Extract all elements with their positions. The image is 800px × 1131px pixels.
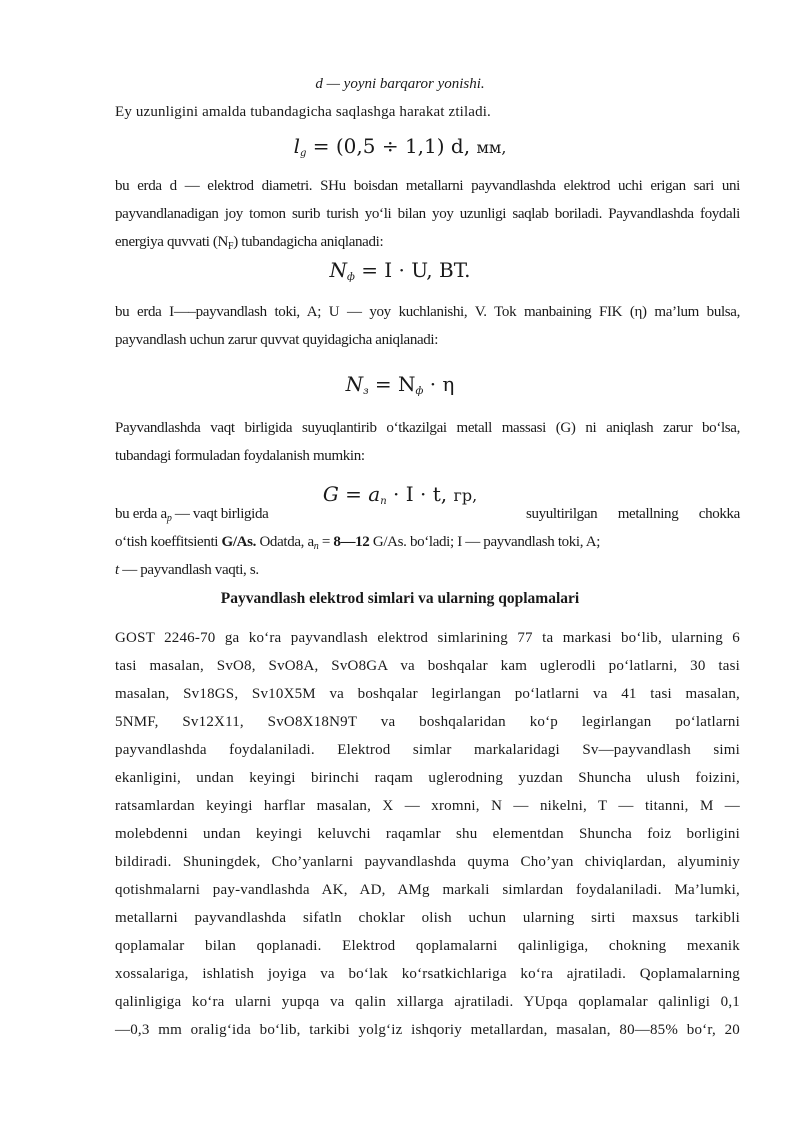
body-line-11: metallarni payvandlashda sifatln choklar olish uchun ularning sirti maxsus tarkibli (115, 910, 740, 926)
formula-symbol: N (329, 258, 347, 282)
paragraph-2-line-2: payvandlanadigan joy tomon surib turish yo‘li bilan yoy uzunligi saqlab boriladi. Payvandlashda foydali (115, 206, 740, 222)
paragraph-5-line-2 (115, 534, 600, 552)
formula-unit: гр, (453, 486, 478, 505)
p5-left-sub: p (166, 513, 172, 524)
p5-l3-symbol: t (115, 562, 119, 578)
formula-unit: мм, (476, 138, 507, 157)
paragraph-5-line-3 (115, 562, 259, 579)
paragraph-5-right: suyultirilgan metallning chokka (526, 506, 740, 522)
formula-arc-length (0, 134, 800, 159)
body-line-13: xossalariga, ishlatish joyiga va bo‘lak ko‘rsatkichlariga ko‘ra ajratiladi. Qoplamalarning (115, 966, 740, 982)
formula-tail: · η (429, 372, 455, 396)
body-line-6: ekanligini, undan keyingi birinchi raqam uglerodning yuzdan Shuncha ulush foizini, (115, 770, 740, 786)
body-line-10: qotishmalarni pay-vandlashda AK, AD, AMg markali simlardan foydalaniladi. Ma’lumki, (115, 882, 740, 898)
top-caption (0, 76, 800, 93)
p5-l2-d: = (318, 534, 334, 550)
formula-subscript-2: ф (415, 386, 424, 397)
body-line-2: tasi masalan, SvO8, SvO8A, SvO8GA va boshqalar kam uglerodli po‘latlarni, 30 tasi (115, 658, 740, 674)
formula-expression: · I · t, (393, 482, 448, 506)
paragraph-4-line-2: tubandagi formuladan foydalanish mumkin: (115, 448, 365, 464)
body-line-1: GOST 2246-70 ga ko‘ra payvandlash elektrod simlarining 77 ta markasi bo‘lib, ularning 6 (115, 630, 740, 646)
paragraph-4-line-1: Payvandlashda vaqt birligida suyuqlantirib o‘tkazilgai metall massasi (G) ni aniqlash zarur bo‘lsa, (115, 420, 740, 436)
paragraph-1: Ey uzunligini amalda tubandagicha saqlashga harakat ztiladi. (115, 104, 491, 120)
section-heading: Payvandlash elektrod simlari va ularning qoplamalari (220, 590, 580, 607)
p2-l3-tail: ) tubandagicha aniqlanadi: (233, 234, 384, 250)
formula-expression: = (0,5 ÷ 1,1) d, (312, 134, 471, 158)
formula-power (0, 258, 800, 283)
body-line-8: molebdenni undan keyingi keluvchi raqamlar shu elementdan Shuncha foiz borligini (115, 826, 740, 842)
formula-symbol: l (293, 134, 300, 158)
body-line-15: —0,3 mm oralig‘ida bo‘lib, tarkibi yolg‘iz ishqoriy metallardan, masalan, 80—85% bo‘r, 20 (115, 1022, 740, 1038)
body-line-3: masalan, Sv18GS, Sv10X5M va boshqalar legirlangan po‘latlarni va 41 tasi masalan, (115, 686, 740, 702)
formula-symbol: G = a (322, 482, 381, 506)
p5-l2-a: o‘tish koeffitsienti (115, 534, 222, 550)
paragraph-2-line-1: bu erda d — elektrod diametri. SHu boisdan metallarni payvandlashda elektrod uchi erigan sari uni (115, 178, 740, 194)
body-line-4: 5NMF, Sv12X11, SvO8X18N9T va boshqalaridan ko‘p legirlangan po‘latlarni (115, 714, 740, 730)
p5-l2-unit-bold: G/As. (221, 534, 257, 550)
formula-subscript: ф (347, 272, 355, 283)
paragraph-5-left (115, 506, 268, 524)
p5-l3-text: — payvandlash vaqti, s. (118, 562, 259, 578)
p5-left-text: bu erda a (115, 506, 167, 522)
paragraph-3-line-2: payvandlash uchun zarur quvvat quyidagicha aniqlanadi: (115, 332, 439, 348)
p5-left-tail: — vaqt birligida (171, 506, 269, 522)
p2-l3-sub: F (228, 241, 234, 252)
formula-expression: = N (374, 372, 416, 396)
formula-subscript: g (299, 148, 307, 159)
formula-required-power (0, 372, 800, 397)
p5-l2-f: G/As. bo‘ladi; I — payvandlash toki, A; (369, 534, 601, 550)
body-line-5: payvandlashda foydalaniladi. Elektrod simlar markalaridagi Sv—payvandlash simi (115, 742, 740, 758)
body-line-7: ratsamlardan keyingi harflar masalan, X — xromni, N — nikelni, T — titanni, M — (115, 798, 740, 814)
body-line-12: qoplamalar bilan qoplanadi. Elektrod qoplamalarni qalinligiga, chokning mexanik (115, 938, 740, 954)
p5-l2-range-bold: 8—12 (333, 534, 370, 550)
body-line-14: qalinligiga ko‘ra ularni yupqa va qalin xillarga ajratiladi. YUpqa qoplamalar qalinligi 0,1 (115, 994, 740, 1010)
formula-subscript: з (363, 386, 369, 397)
formula-subscript: п (380, 496, 387, 507)
paragraph-2-line-3 (115, 234, 383, 252)
paragraph-3-line-1: bu erda I—–payvandlash toki, A; U — yoy kuchlanishi, V. Tok manbaining FIK (η) ma’lum bulsa, (115, 304, 740, 320)
p5-l2-sub: n (313, 541, 319, 552)
caption-text: d — yoyni barqaror yonishi. (315, 76, 485, 92)
formula-symbol: N (345, 372, 364, 396)
p2-l3-text: energiya quvvati (N (115, 234, 229, 250)
p5-l2-c: Odatda, a (256, 534, 314, 550)
formula-unit: BT. (439, 258, 471, 282)
formula-mass (0, 482, 800, 507)
body-line-9: bildiradi. Shuningdek, Cho’yanlarni payvandlashda quyma Cho’yan chiviqlardan, alyuminiy (115, 854, 740, 870)
formula-expression: = I · U, (361, 258, 433, 282)
